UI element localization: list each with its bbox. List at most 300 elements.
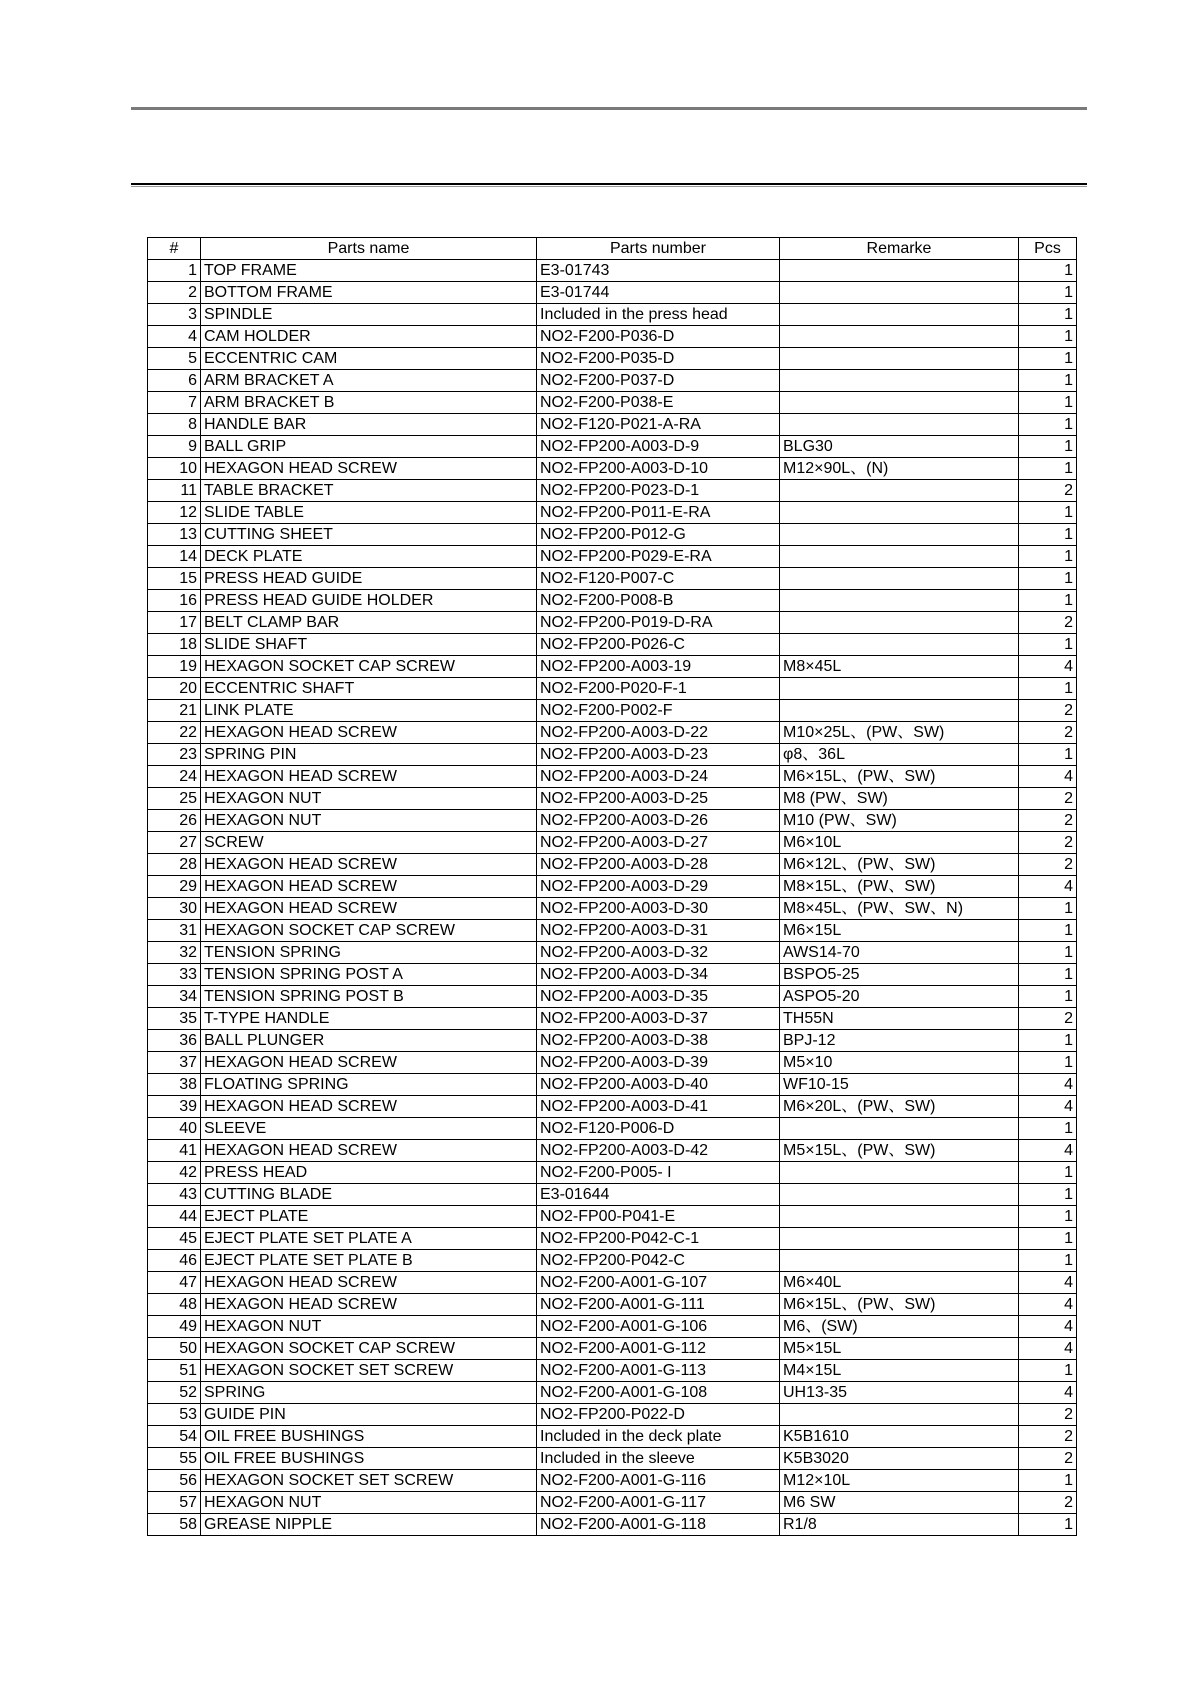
table-row xyxy=(148,1228,1077,1250)
cell-num: 40 xyxy=(148,1118,201,1140)
cell-parts-number: NO2-FP200-A003-D-39 xyxy=(537,1052,780,1074)
cell-parts-number: NO2-F120-P006-D xyxy=(537,1118,780,1140)
cell-parts-name: PRESS HEAD xyxy=(201,1162,537,1184)
cell-parts-number: Included in the deck plate xyxy=(537,1426,780,1448)
cell-num: 7 xyxy=(148,392,201,414)
cell-num: 22 xyxy=(148,722,201,744)
cell-remarks xyxy=(780,612,1019,634)
table-row xyxy=(148,1514,1077,1536)
cell-remarks: M6、(SW) xyxy=(780,1316,1019,1338)
cell-num: 56 xyxy=(148,1470,201,1492)
cell-remarks: TH55N xyxy=(780,1008,1019,1030)
cell-remarks: ASPO5-20 xyxy=(780,986,1019,1008)
cell-pcs: 4 xyxy=(1019,1338,1077,1360)
table-row xyxy=(148,326,1077,348)
table-row xyxy=(148,1008,1077,1030)
cell-parts-number: NO2-F200-P008-B xyxy=(537,590,780,612)
cell-parts-name: HEXAGON SOCKET SET SCREW xyxy=(201,1360,537,1382)
cell-pcs: 2 xyxy=(1019,788,1077,810)
cell-parts-number: E3-01744 xyxy=(537,282,780,304)
table-row xyxy=(148,986,1077,1008)
cell-parts-name: SPRING xyxy=(201,1382,537,1404)
cell-parts-name: HEXAGON SOCKET CAP SCREW xyxy=(201,656,537,678)
cell-parts-number: NO2-FP200-A003-D-35 xyxy=(537,986,780,1008)
table-row xyxy=(148,260,1077,282)
cell-parts-number: NO2-FP200-A003-D-37 xyxy=(537,1008,780,1030)
cell-pcs: 1 xyxy=(1019,1052,1077,1074)
cell-remarks xyxy=(780,480,1019,502)
table-row xyxy=(148,1338,1077,1360)
cell-parts-name: HEXAGON HEAD SCREW xyxy=(201,722,537,744)
cell-parts-name: T-TYPE HANDLE xyxy=(201,1008,537,1030)
table-row xyxy=(148,370,1077,392)
cell-parts-number: NO2-F120-P021-A-RA xyxy=(537,414,780,436)
cell-num: 38 xyxy=(148,1074,201,1096)
table-row xyxy=(148,392,1077,414)
cell-num: 27 xyxy=(148,832,201,854)
table-row xyxy=(148,414,1077,436)
cell-parts-name: ARM BRACKET B xyxy=(201,392,537,414)
cell-parts-name: TOP FRAME xyxy=(201,260,537,282)
cell-pcs: 1 xyxy=(1019,1514,1077,1536)
table-row xyxy=(148,744,1077,766)
cell-parts-number: NO2-FP200-A003-D-34 xyxy=(537,964,780,986)
cell-pcs: 1 xyxy=(1019,524,1077,546)
cell-parts-name: CUTTING BLADE xyxy=(201,1184,537,1206)
cell-num: 33 xyxy=(148,964,201,986)
cell-pcs: 1 xyxy=(1019,260,1077,282)
cell-parts-number: NO2-F200-A001-G-107 xyxy=(537,1272,780,1294)
cell-parts-name: GUIDE PIN xyxy=(201,1404,537,1426)
table-row xyxy=(148,788,1077,810)
cell-remarks xyxy=(780,1250,1019,1272)
cell-num: 2 xyxy=(148,282,201,304)
cell-parts-number: NO2-FP200-A003-D-28 xyxy=(537,854,780,876)
cell-parts-name: HEXAGON HEAD SCREW xyxy=(201,898,537,920)
cell-parts-number: NO2-FP200-A003-D-42 xyxy=(537,1140,780,1162)
cell-parts-number: NO2-FP200-A003-D-40 xyxy=(537,1074,780,1096)
cell-parts-name: HEXAGON HEAD SCREW xyxy=(201,1294,537,1316)
cell-parts-name: HEXAGON HEAD SCREW xyxy=(201,458,537,480)
cell-pcs: 1 xyxy=(1019,348,1077,370)
cell-remarks: M8×45L、(PW、SW、N) xyxy=(780,898,1019,920)
cell-remarks xyxy=(780,634,1019,656)
table-row xyxy=(148,656,1077,678)
table-row xyxy=(148,1492,1077,1514)
cell-remarks: R1/8 xyxy=(780,1514,1019,1536)
cell-parts-number: NO2-FP200-P019-D-RA xyxy=(537,612,780,634)
cell-num: 5 xyxy=(148,348,201,370)
cell-num: 17 xyxy=(148,612,201,634)
cell-parts-name: SLEEVE xyxy=(201,1118,537,1140)
cell-pcs: 2 xyxy=(1019,700,1077,722)
cell-parts-number: NO2-FP200-A003-D-25 xyxy=(537,788,780,810)
cell-parts-number: NO2-FP200-A003-D-10 xyxy=(537,458,780,480)
cell-parts-name: HEXAGON HEAD SCREW xyxy=(201,876,537,898)
cell-remarks: M6×15L xyxy=(780,920,1019,942)
table-row xyxy=(148,458,1077,480)
cell-remarks xyxy=(780,370,1019,392)
cell-remarks: K5B3020 xyxy=(780,1448,1019,1470)
cell-parts-name: HEXAGON SOCKET CAP SCREW xyxy=(201,1338,537,1360)
cell-pcs: 1 xyxy=(1019,1162,1077,1184)
cell-remarks: M5×10 xyxy=(780,1052,1019,1074)
cell-pcs: 1 xyxy=(1019,414,1077,436)
cell-num: 57 xyxy=(148,1492,201,1514)
cell-parts-number: NO2-FP200-A003-D-30 xyxy=(537,898,780,920)
cell-pcs: 2 xyxy=(1019,612,1077,634)
cell-remarks xyxy=(780,1228,1019,1250)
cell-remarks xyxy=(780,260,1019,282)
cell-remarks: M10×25L、(PW、SW) xyxy=(780,722,1019,744)
cell-remarks xyxy=(780,282,1019,304)
cell-parts-number: NO2-FP200-P042-C-1 xyxy=(537,1228,780,1250)
cell-parts-name: SPINDLE xyxy=(201,304,537,326)
cell-pcs: 4 xyxy=(1019,1382,1077,1404)
cell-pcs: 2 xyxy=(1019,854,1077,876)
table-row xyxy=(148,810,1077,832)
cell-remarks xyxy=(780,1184,1019,1206)
cell-parts-number: NO2-FP00-P041-E xyxy=(537,1206,780,1228)
cell-parts-name: HEXAGON NUT xyxy=(201,1316,537,1338)
cell-pcs: 1 xyxy=(1019,1184,1077,1206)
cell-num: 25 xyxy=(148,788,201,810)
table-row xyxy=(148,634,1077,656)
cell-remarks: M5×15L xyxy=(780,1338,1019,1360)
cell-parts-name: HEXAGON NUT xyxy=(201,788,537,810)
cell-remarks: M12×90L、(N) xyxy=(780,458,1019,480)
cell-parts-name: CAM HOLDER xyxy=(201,326,537,348)
cell-num: 42 xyxy=(148,1162,201,1184)
cell-num: 16 xyxy=(148,590,201,612)
cell-parts-name: OIL FREE BUSHINGS xyxy=(201,1448,537,1470)
cell-remarks: M6×40L xyxy=(780,1272,1019,1294)
cell-parts-number: NO2-F200-A001-G-106 xyxy=(537,1316,780,1338)
cell-remarks: M6×10L xyxy=(780,832,1019,854)
cell-pcs: 4 xyxy=(1019,1272,1077,1294)
cell-remarks: AWS14-70 xyxy=(780,942,1019,964)
table-row xyxy=(148,1316,1077,1338)
cell-parts-number: NO2-FP200-A003-D-27 xyxy=(537,832,780,854)
cell-num: 44 xyxy=(148,1206,201,1228)
cell-remarks: M6×15L、(PW、SW) xyxy=(780,1294,1019,1316)
cell-parts-number: NO2-F200-A001-G-117 xyxy=(537,1492,780,1514)
cell-num: 26 xyxy=(148,810,201,832)
cell-num: 31 xyxy=(148,920,201,942)
cell-parts-name: LINK PLATE xyxy=(201,700,537,722)
cell-remarks xyxy=(780,392,1019,414)
cell-parts-number: NO2-FP200-A003-19 xyxy=(537,656,780,678)
cell-remarks xyxy=(780,1162,1019,1184)
cell-pcs: 2 xyxy=(1019,480,1077,502)
table-row xyxy=(148,1294,1077,1316)
cell-parts-name: BOTTOM FRAME xyxy=(201,282,537,304)
cell-pcs: 1 xyxy=(1019,392,1077,414)
cell-num: 49 xyxy=(148,1316,201,1338)
table-row xyxy=(148,942,1077,964)
cell-parts-name: SCREW xyxy=(201,832,537,854)
cell-parts-name: CUTTING SHEET xyxy=(201,524,537,546)
cell-parts-name: TENSION SPRING POST A xyxy=(201,964,537,986)
table-row xyxy=(148,678,1077,700)
table-row xyxy=(148,524,1077,546)
cell-remarks: M8 (PW、SW) xyxy=(780,788,1019,810)
cell-parts-name: BALL GRIP xyxy=(201,436,537,458)
cell-pcs: 2 xyxy=(1019,1448,1077,1470)
cell-pcs: 2 xyxy=(1019,832,1077,854)
cell-parts-number: NO2-F200-P036-D xyxy=(537,326,780,348)
cell-parts-number: NO2-FP200-A003-D-9 xyxy=(537,436,780,458)
cell-parts-number: NO2-FP200-A003-D-29 xyxy=(537,876,780,898)
cell-parts-number: NO2-F200-A001-G-113 xyxy=(537,1360,780,1382)
cell-remarks: φ8、36L xyxy=(780,744,1019,766)
cell-parts-number: NO2-FP200-A003-D-23 xyxy=(537,744,780,766)
cell-parts-name: FLOATING SPRING xyxy=(201,1074,537,1096)
cell-parts-name: HEXAGON HEAD SCREW xyxy=(201,854,537,876)
cell-remarks xyxy=(780,546,1019,568)
cell-pcs: 2 xyxy=(1019,722,1077,744)
cell-remarks: BPJ-12 xyxy=(780,1030,1019,1052)
cell-num: 35 xyxy=(148,1008,201,1030)
cell-num: 30 xyxy=(148,898,201,920)
table-row xyxy=(148,1272,1077,1294)
cell-pcs: 1 xyxy=(1019,920,1077,942)
table-row xyxy=(148,920,1077,942)
cell-num: 58 xyxy=(148,1514,201,1536)
cell-num: 37 xyxy=(148,1052,201,1074)
cell-remarks xyxy=(780,678,1019,700)
cell-remarks xyxy=(780,1118,1019,1140)
cell-parts-number: NO2-F200-P035-D xyxy=(537,348,780,370)
cell-parts-name: DECK PLATE xyxy=(201,546,537,568)
cell-pcs: 2 xyxy=(1019,810,1077,832)
cell-pcs: 1 xyxy=(1019,1228,1077,1250)
cell-num: 6 xyxy=(148,370,201,392)
cell-parts-number: NO2-FP200-A003-D-31 xyxy=(537,920,780,942)
cell-parts-name: HEXAGON HEAD SCREW xyxy=(201,766,537,788)
cell-parts-number: NO2-F120-P007-C xyxy=(537,568,780,590)
cell-pcs: 1 xyxy=(1019,1030,1077,1052)
cell-num: 39 xyxy=(148,1096,201,1118)
cell-pcs: 1 xyxy=(1019,964,1077,986)
cell-parts-number: NO2-FP200-A003-D-24 xyxy=(537,766,780,788)
cell-remarks: M12×10L xyxy=(780,1470,1019,1492)
cell-remarks: M10 (PW、SW) xyxy=(780,810,1019,832)
table-row xyxy=(148,1030,1077,1052)
cell-num: 18 xyxy=(148,634,201,656)
cell-parts-number: NO2-FP200-P042-C xyxy=(537,1250,780,1272)
cell-remarks: M5×15L、(PW、SW) xyxy=(780,1140,1019,1162)
cell-pcs: 4 xyxy=(1019,1074,1077,1096)
cell-parts-number: NO2-F200-P002-F xyxy=(537,700,780,722)
cell-parts-name: OIL FREE BUSHINGS xyxy=(201,1426,537,1448)
cell-pcs: 1 xyxy=(1019,1118,1077,1140)
header-parts-number: Parts number xyxy=(537,238,780,260)
cell-pcs: 1 xyxy=(1019,744,1077,766)
table-row xyxy=(148,1162,1077,1184)
cell-num: 12 xyxy=(148,502,201,524)
header-rule-bottom xyxy=(131,183,1087,185)
cell-remarks xyxy=(780,414,1019,436)
cell-remarks xyxy=(780,524,1019,546)
table-row xyxy=(148,480,1077,502)
cell-num: 1 xyxy=(148,260,201,282)
table-row xyxy=(148,700,1077,722)
cell-remarks: M8×15L、(PW、SW) xyxy=(780,876,1019,898)
cell-num: 10 xyxy=(148,458,201,480)
cell-parts-name: ECCENTRIC SHAFT xyxy=(201,678,537,700)
cell-num: 19 xyxy=(148,656,201,678)
cell-pcs: 1 xyxy=(1019,898,1077,920)
table-row xyxy=(148,1250,1077,1272)
cell-pcs: 2 xyxy=(1019,1008,1077,1030)
cell-num: 28 xyxy=(148,854,201,876)
cell-parts-name: EJECT PLATE SET PLATE A xyxy=(201,1228,537,1250)
cell-parts-name: PRESS HEAD GUIDE xyxy=(201,568,537,590)
cell-num: 51 xyxy=(148,1360,201,1382)
cell-num: 45 xyxy=(148,1228,201,1250)
cell-num: 55 xyxy=(148,1448,201,1470)
cell-parts-number: NO2-FP200-A003-D-38 xyxy=(537,1030,780,1052)
cell-parts-name: GREASE NIPPLE xyxy=(201,1514,537,1536)
table-row xyxy=(148,964,1077,986)
cell-pcs: 4 xyxy=(1019,1294,1077,1316)
cell-parts-number: NO2-F200-P038-E xyxy=(537,392,780,414)
cell-pcs: 4 xyxy=(1019,766,1077,788)
cell-num: 36 xyxy=(148,1030,201,1052)
cell-remarks: M6×15L、(PW、SW) xyxy=(780,766,1019,788)
cell-parts-number: NO2-FP200-A003-D-26 xyxy=(537,810,780,832)
cell-remarks xyxy=(780,304,1019,326)
cell-parts-number: NO2-F200-A001-G-111 xyxy=(537,1294,780,1316)
cell-remarks: M6 SW xyxy=(780,1492,1019,1514)
cell-num: 41 xyxy=(148,1140,201,1162)
cell-remarks xyxy=(780,326,1019,348)
table-row xyxy=(148,832,1077,854)
cell-parts-number: NO2-FP200-P026-C xyxy=(537,634,780,656)
cell-pcs: 1 xyxy=(1019,546,1077,568)
cell-parts-name: ARM BRACKET A xyxy=(201,370,537,392)
cell-num: 15 xyxy=(148,568,201,590)
cell-parts-name: BALL PLUNGER xyxy=(201,1030,537,1052)
cell-num: 21 xyxy=(148,700,201,722)
cell-pcs: 4 xyxy=(1019,876,1077,898)
cell-parts-name: HEXAGON HEAD SCREW xyxy=(201,1052,537,1074)
cell-num: 43 xyxy=(148,1184,201,1206)
table-row xyxy=(148,1118,1077,1140)
cell-num: 47 xyxy=(148,1272,201,1294)
cell-num: 32 xyxy=(148,942,201,964)
cell-parts-name: HEXAGON HEAD SCREW xyxy=(201,1140,537,1162)
cell-remarks: K5B1610 xyxy=(780,1426,1019,1448)
cell-parts-name: HEXAGON SOCKET CAP SCREW xyxy=(201,920,537,942)
cell-num: 53 xyxy=(148,1404,201,1426)
cell-pcs: 4 xyxy=(1019,1096,1077,1118)
cell-remarks xyxy=(780,590,1019,612)
table-row xyxy=(148,1404,1077,1426)
parts-list-table xyxy=(147,237,1077,1536)
cell-parts-name: TENSION SPRING xyxy=(201,942,537,964)
cell-parts-name: HANDLE BAR xyxy=(201,414,537,436)
cell-parts-number: NO2-FP200-P022-D xyxy=(537,1404,780,1426)
cell-num: 9 xyxy=(148,436,201,458)
cell-pcs: 1 xyxy=(1019,436,1077,458)
table-row xyxy=(148,766,1077,788)
table-row xyxy=(148,876,1077,898)
cell-parts-name: ECCENTRIC CAM xyxy=(201,348,537,370)
cell-remarks xyxy=(780,502,1019,524)
cell-parts-number: E3-01743 xyxy=(537,260,780,282)
cell-num: 24 xyxy=(148,766,201,788)
cell-pcs: 1 xyxy=(1019,678,1077,700)
cell-num: 13 xyxy=(148,524,201,546)
cell-remarks: UH13-35 xyxy=(780,1382,1019,1404)
table-row xyxy=(148,1206,1077,1228)
table-body xyxy=(148,260,1077,1536)
cell-num: 11 xyxy=(148,480,201,502)
header-remarks: Remarke xyxy=(780,238,1019,260)
table-row xyxy=(148,1448,1077,1470)
table-header-row xyxy=(148,238,1077,260)
cell-parts-name: HEXAGON NUT xyxy=(201,1492,537,1514)
cell-num: 52 xyxy=(148,1382,201,1404)
cell-remarks xyxy=(780,1206,1019,1228)
cell-remarks xyxy=(780,568,1019,590)
cell-num: 46 xyxy=(148,1250,201,1272)
cell-parts-name: SLIDE TABLE xyxy=(201,502,537,524)
cell-pcs: 1 xyxy=(1019,568,1077,590)
cell-parts-name: EJECT PLATE xyxy=(201,1206,537,1228)
table-row xyxy=(148,1140,1077,1162)
table-row xyxy=(148,854,1077,876)
cell-num: 23 xyxy=(148,744,201,766)
cell-pcs: 2 xyxy=(1019,1426,1077,1448)
table-row xyxy=(148,546,1077,568)
cell-parts-number: NO2-FP200-P012-G xyxy=(537,524,780,546)
cell-remarks: BLG30 xyxy=(780,436,1019,458)
cell-parts-name: TENSION SPRING POST B xyxy=(201,986,537,1008)
cell-num: 29 xyxy=(148,876,201,898)
cell-pcs: 4 xyxy=(1019,656,1077,678)
table-row xyxy=(148,282,1077,304)
cell-pcs: 1 xyxy=(1019,634,1077,656)
cell-remarks: M6×20L、(PW、SW) xyxy=(780,1096,1019,1118)
cell-remarks xyxy=(780,1404,1019,1426)
table-row xyxy=(148,1470,1077,1492)
cell-num: 50 xyxy=(148,1338,201,1360)
table-row xyxy=(148,436,1077,458)
cell-pcs: 4 xyxy=(1019,1316,1077,1338)
cell-parts-name: PRESS HEAD GUIDE HOLDER xyxy=(201,590,537,612)
cell-pcs: 1 xyxy=(1019,1250,1077,1272)
table-row xyxy=(148,1184,1077,1206)
cell-parts-name: HEXAGON SOCKET SET SCREW xyxy=(201,1470,537,1492)
cell-parts-number: NO2-F200-A001-G-108 xyxy=(537,1382,780,1404)
table-row xyxy=(148,612,1077,634)
cell-parts-name: BELT CLAMP BAR xyxy=(201,612,537,634)
cell-parts-number: NO2-FP200-P011-E-RA xyxy=(537,502,780,524)
cell-remarks: M4×15L xyxy=(780,1360,1019,1382)
cell-num: 20 xyxy=(148,678,201,700)
cell-pcs: 1 xyxy=(1019,326,1077,348)
cell-pcs: 1 xyxy=(1019,1470,1077,1492)
table-row xyxy=(148,1074,1077,1096)
cell-parts-number: NO2-F200-P037-D xyxy=(537,370,780,392)
cell-remarks xyxy=(780,348,1019,370)
cell-parts-number: Included in the sleeve xyxy=(537,1448,780,1470)
cell-parts-number: NO2-F200-A001-G-118 xyxy=(537,1514,780,1536)
table-row xyxy=(148,590,1077,612)
